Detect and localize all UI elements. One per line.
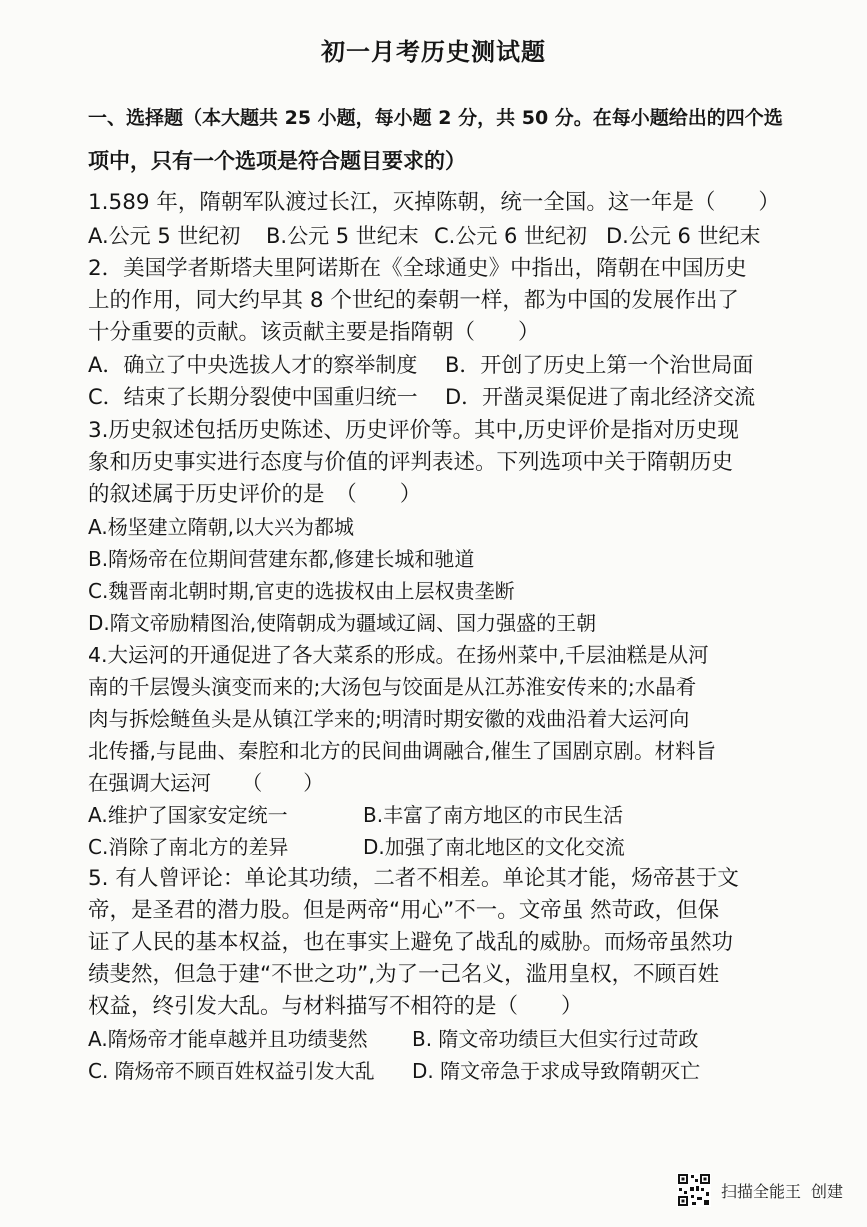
q4-option-d[interactable]: D.加强了南北地区的文化交流	[363, 835, 625, 859]
q2-stem-line1: 2．美国学者斯塔夫里阿诺斯在《全球通史》中指出，隋朝在中国历史	[88, 256, 747, 281]
q5-option-c[interactable]: C. 隋炀帝不顾百姓权益引发大乱	[88, 1059, 375, 1083]
q3-option-c[interactable]: C.魏晋南北朝时期,官吏的选拔权由上层权贵垄断	[88, 579, 515, 603]
q5-options-row1	[88, 1026, 778, 1052]
q5-stem-line5: 权益，终引发大乱。与材料描写不相符的是（ ）	[88, 994, 583, 1019]
q2-option-d[interactable]: D．开凿灵渠促进了南北经济交流	[445, 385, 756, 409]
scanner-watermark	[677, 1173, 843, 1207]
q4-options-row1	[88, 802, 778, 828]
q4-stem-line4: 北传播,与昆曲、秦腔和北方的民间曲调融合,催生了国剧京剧。材料旨	[88, 739, 717, 763]
q1-option-b[interactable]: B.公元 5 世纪末	[266, 224, 419, 248]
q4-stem-line5: 在强调大运河 （ ）	[88, 771, 324, 795]
q2-options-row1	[88, 352, 778, 378]
q5-stem-line1: 5. 有人曾评论：单论其功绩，二者不相差。单论其才能，炀帝甚于文	[88, 866, 739, 891]
q3-option-a[interactable]: A.杨坚建立隋朝,以大兴为都城	[88, 515, 355, 539]
qr-code-icon	[677, 1173, 711, 1207]
q3-option-b[interactable]: B.隋炀帝在位期间营建东都,修建长城和驰道	[88, 547, 475, 571]
q2-stem-line3: 十分重要的贡献。该贡献主要是指隋朝（ ）	[88, 320, 540, 345]
q1-stem: 1.589 年，隋朝军队渡过长江，灭掉陈朝，统一全国。这一年是（ ）	[88, 190, 780, 215]
q4-option-a[interactable]: A.维护了国家安定统一	[88, 803, 288, 827]
q3-stem-line1: 3.历史叙述包括历史陈述、历史评价等。其中,历史评价是指对历史现	[88, 418, 739, 443]
page-title: 初一月考历史测试题	[321, 38, 546, 66]
q4-option-c[interactable]: C.消除了南北方的差异	[88, 835, 289, 859]
q1-option-d[interactable]: D.公元 6 世纪末	[606, 224, 761, 248]
q1-option-c[interactable]: C.公元 6 世纪初	[434, 224, 588, 248]
q2-option-c[interactable]: C．结束了长期分裂使中国重归统一	[88, 385, 418, 409]
q2-option-a[interactable]: A．确立了中央选拔人才的察举制度	[88, 353, 418, 377]
q4-stem-line2: 南的千层馒头演变而来的;大汤包与饺面是从江苏淮安传来的;水晶肴	[88, 675, 697, 699]
q5-options-row2	[88, 1058, 778, 1084]
q4-stem-line1: 4.大运河的开通促进了各大菜系的形成。在扬州菜中,千层油糕是从河	[88, 643, 709, 667]
section-instruction-line2: 项中，只有一个选项是符合题目要求的）	[88, 149, 466, 173]
q2-option-b[interactable]: B．开创了历史上第一个治世局面	[445, 353, 754, 377]
q3-option-d[interactable]: D.隋文帝励精图治,使隋朝成为疆域辽阔、国力强盛的王朝	[88, 611, 597, 635]
q4-options-row2	[88, 834, 778, 860]
q1-option-a[interactable]: A.公元 5 世纪初	[88, 224, 241, 248]
q5-stem-line3: 证了人民的基本权益，也在事实上避免了战乱的威胁。而炀帝虽然功	[88, 930, 734, 955]
q5-stem-line2: 帝，是圣君的潜力股。但是两帝“用心”不一。文帝虽 然苛政，但保	[88, 898, 720, 923]
q5-option-a[interactable]: A.隋炀帝才能卓越并且功绩斐然	[88, 1027, 368, 1051]
q5-option-d[interactable]: D. 隋文帝急于求成导致隋朝灭亡	[412, 1059, 701, 1083]
q2-stem-line2: 上的作用，同大约早其 8 个世纪的秦朝一样，都为中国的发展作出了	[88, 288, 739, 313]
scanner-app-name: 扫描全能王	[720, 1181, 801, 1201]
q3-stem-line2: 象和历史事实进行态度与价值的评判表述。下列选项中关于隋朝历史	[88, 450, 734, 475]
q4-stem-line3: 肉与拆烩鲢鱼头是从镇江学来的;明清时期安徽的戏曲沿着大运河向	[88, 707, 690, 731]
scanner-action-label: 创建	[810, 1181, 843, 1201]
q4-option-b[interactable]: B.丰富了南方地区的市民生活	[363, 803, 624, 827]
q2-options-row2	[88, 384, 778, 410]
q3-stem-line3: 的叙述属于历史评价的是 （ ）	[88, 482, 422, 507]
q5-stem-line4: 绩斐然，但急于建“不世之功”,为了一己名义，滥用皇权，不顾百姓	[88, 962, 720, 987]
q5-option-b[interactable]: B. 隋文帝功绩巨大但实行过苛政	[412, 1027, 699, 1051]
q1-options	[88, 223, 778, 249]
section-instruction-line1: 一、选择题（本大题共 25 小题，每小题 2 分，共 50 分。在每小题给出的四个选	[88, 107, 783, 129]
